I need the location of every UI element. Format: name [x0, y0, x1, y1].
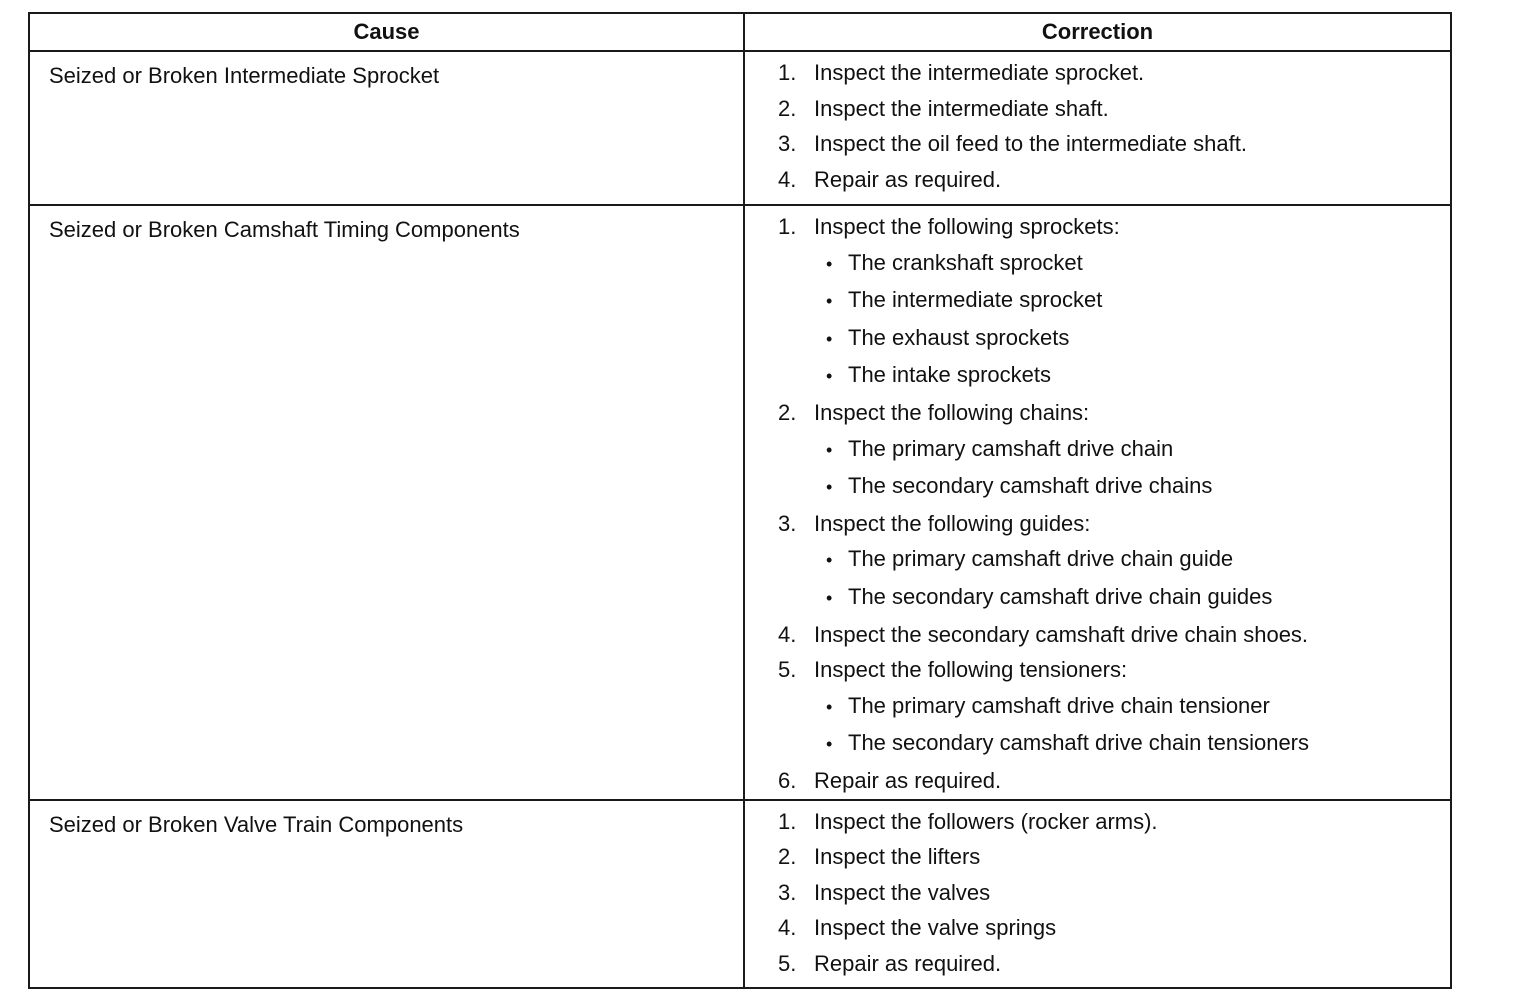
- correction-step: [778, 506, 1440, 617]
- cause-cell: Seized or Broken Valve Train Components: [29, 800, 744, 988]
- sub-item-text: The intermediate sprocket: [848, 287, 1103, 313]
- correction-step: [778, 910, 1440, 946]
- bullet-icon: •: [826, 439, 833, 460]
- table-row: [29, 51, 1451, 205]
- step-number: 1.: [778, 214, 797, 239]
- sub-item: [826, 725, 1440, 763]
- correction-steps: [778, 209, 1440, 799]
- bullet-icon: •: [826, 366, 833, 387]
- bullet-icon: •: [826, 291, 833, 312]
- step-text: Inspect the oil feed to the intermediate shaft.: [814, 131, 1247, 157]
- correction-step: [778, 652, 1440, 763]
- step-text: Repair as required.: [814, 950, 1002, 976]
- correction-step: [778, 804, 1440, 840]
- correction-step: [778, 839, 1440, 875]
- correction-steps: [778, 804, 1440, 982]
- sub-item-list: [778, 431, 1440, 506]
- correction-step: [778, 946, 1440, 982]
- correction-step: [778, 763, 1440, 799]
- bullet-icon: •: [826, 253, 833, 274]
- correction-step: [778, 91, 1440, 127]
- correction-cell: [744, 800, 1451, 988]
- step-number: 4.: [778, 621, 797, 647]
- step-number: 1.: [778, 808, 797, 834]
- sub-item-text: The exhaust sprockets: [848, 324, 1070, 350]
- step-number: 6.: [778, 767, 797, 793]
- sub-item-text: The crankshaft sprocket: [848, 249, 1083, 275]
- correction-steps: [778, 55, 1440, 197]
- correction-step: [778, 395, 1440, 506]
- sub-item-text: The primary camshaft drive chain: [848, 435, 1174, 461]
- sub-item: [826, 431, 1440, 469]
- sub-item-text: The intake sprockets: [848, 362, 1051, 388]
- bullet-icon: •: [826, 550, 833, 571]
- step-text: Inspect the lifters: [814, 844, 981, 870]
- header-cause: Cause: [29, 13, 744, 51]
- step-text: Inspect the intermediate shaft.: [814, 95, 1109, 121]
- step-number: 3.: [778, 131, 797, 157]
- sub-item-text: The primary camshaft drive chain tensioner: [848, 692, 1270, 718]
- step-text: Inspect the valves: [814, 879, 991, 905]
- correction-step: [778, 162, 1440, 198]
- correction-step: [778, 875, 1440, 911]
- sub-item: [826, 541, 1440, 579]
- step-text: Inspect the intermediate sprocket.: [814, 60, 1145, 85]
- step-text: Inspect the following tensioners:: [814, 657, 1128, 683]
- bullet-icon: •: [826, 477, 833, 498]
- sub-item-text: The secondary camshaft drive chains: [848, 473, 1213, 499]
- sub-item-list: [778, 688, 1440, 763]
- bullet-icon: •: [826, 696, 833, 717]
- step-number: 2.: [778, 399, 797, 425]
- sub-item-text: The secondary camshaft drive chain tensioners: [848, 730, 1310, 756]
- step-number: 2.: [778, 844, 797, 870]
- bullet-icon: •: [826, 328, 833, 349]
- step-text: Inspect the valve springs: [814, 915, 1057, 941]
- step-number: 4.: [778, 166, 797, 192]
- table-row: [29, 800, 1451, 988]
- diagnostic-table: [28, 12, 1452, 989]
- sub-item: [826, 357, 1440, 395]
- table-row: [29, 205, 1451, 800]
- step-text: Repair as required.: [814, 166, 1002, 192]
- step-text: Inspect the following sprockets:: [814, 214, 1120, 239]
- step-number: 5.: [778, 950, 797, 976]
- correction-step: [778, 55, 1440, 91]
- sub-item: [826, 282, 1440, 320]
- step-text: Inspect the followers (rocker arms).: [814, 808, 1158, 834]
- sub-item-list: [778, 541, 1440, 616]
- header-correction: Correction: [744, 13, 1451, 51]
- correction-cell: [744, 205, 1451, 800]
- sub-item-text: The primary camshaft drive chain guide: [848, 546, 1234, 572]
- step-number: 3.: [778, 510, 797, 536]
- cause-cell: Seized or Broken Intermediate Sprocket: [29, 51, 744, 205]
- sub-item: [826, 320, 1440, 358]
- correction-step: [778, 126, 1440, 162]
- correction-cell: [744, 51, 1451, 205]
- step-text: Inspect the following guides:: [814, 510, 1091, 536]
- correction-step: [778, 617, 1440, 653]
- sub-item-list: [778, 245, 1440, 395]
- step-text: Inspect the secondary camshaft drive chain shoes.: [814, 621, 1309, 647]
- sub-item: [826, 579, 1440, 617]
- sub-item: [826, 468, 1440, 506]
- step-number: 5.: [778, 657, 797, 683]
- sub-item: [826, 245, 1440, 283]
- step-number: 4.: [778, 915, 797, 941]
- step-text: Inspect the following chains:: [814, 399, 1090, 425]
- step-number: 2.: [778, 95, 797, 121]
- sub-item-text: The secondary camshaft drive chain guides: [848, 583, 1273, 609]
- step-text: Repair as required.: [814, 767, 1002, 793]
- step-number: 3.: [778, 879, 797, 905]
- bullet-icon: •: [826, 587, 833, 608]
- header-row: [29, 13, 1451, 51]
- bullet-icon: •: [826, 734, 833, 755]
- step-number: 1.: [778, 60, 797, 85]
- cause-cell: Seized or Broken Camshaft Timing Components: [29, 205, 744, 800]
- sub-item: [826, 688, 1440, 726]
- correction-step: [778, 209, 1440, 395]
